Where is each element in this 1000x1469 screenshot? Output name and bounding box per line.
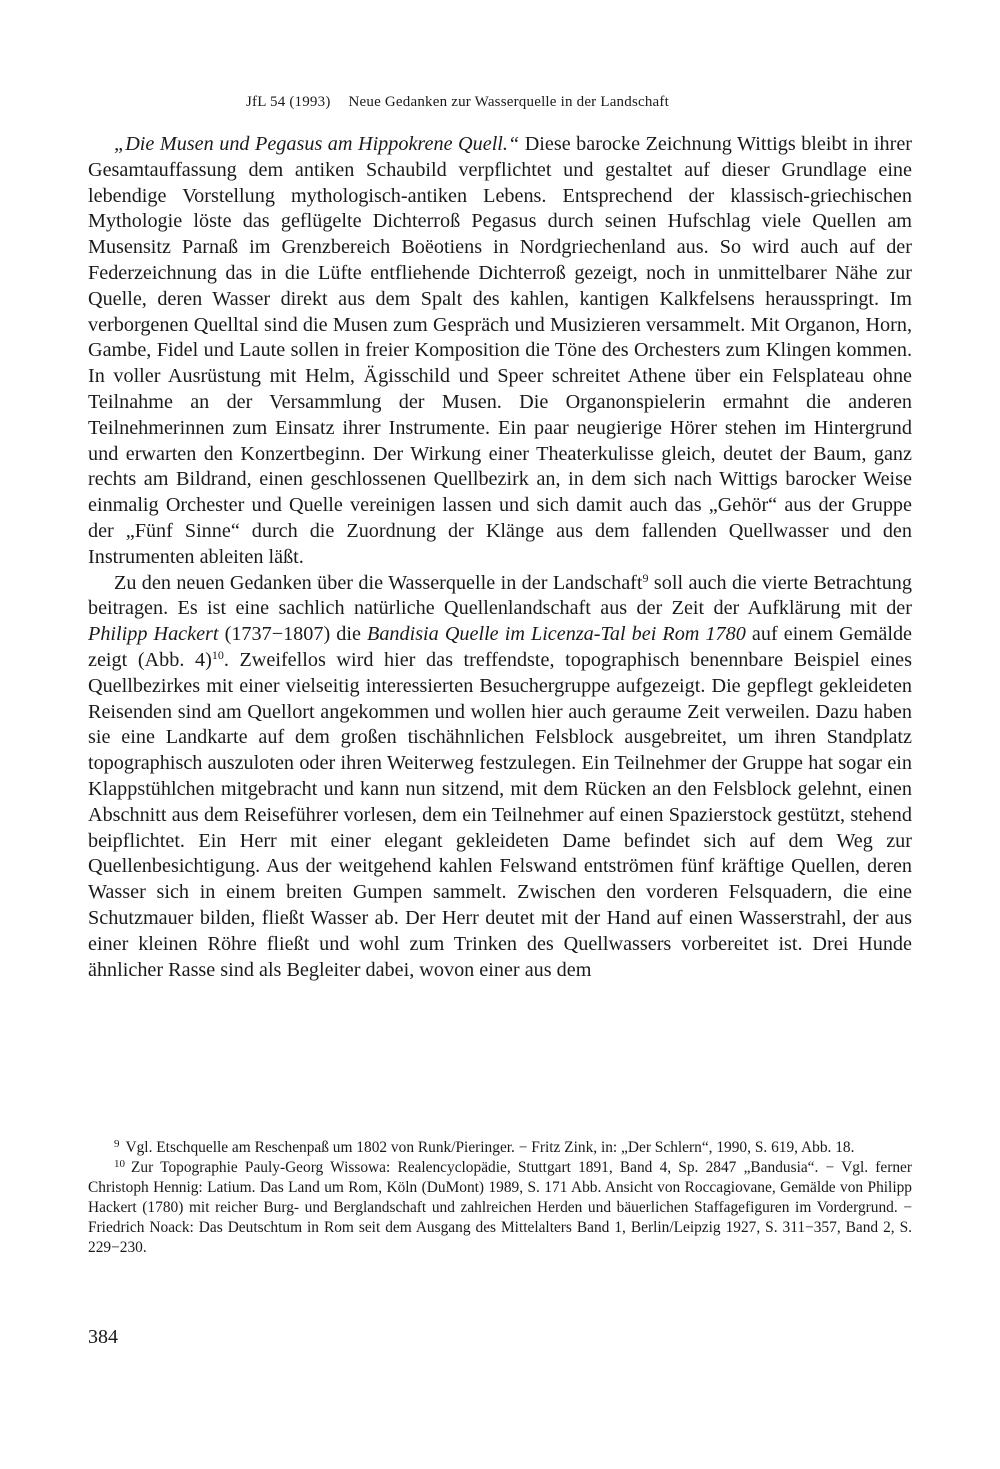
paragraph-2 bbox=[88, 571, 912, 984]
footnote-text: Vgl. Etschquelle am Reschenpaß um 1802 von Runk/Pieringer. − Fritz Zink, in: „Der Schlern“, 1990, S. 619, Abb. 18. bbox=[125, 1139, 855, 1156]
footnote-marker: 9 bbox=[114, 1138, 120, 1150]
body-text bbox=[88, 132, 912, 983]
paragraph-1 bbox=[88, 132, 912, 571]
footnotes bbox=[88, 1138, 912, 1258]
page-number: 384 bbox=[88, 1326, 118, 1348]
paragraph-2-text-b: soll auch die vierte Betrachtung beitragen. Es ist eine sachlich natürliche Quellenlandschaft aus der Zeit der Aufklärung mit der bbox=[88, 571, 912, 620]
running-title: Neue Gedanken zur Wasserquelle in der Landschaft bbox=[348, 94, 669, 110]
footnote-text: Zur Topographie Pauly-Georg Wissowa: Realencyclopädie, Stuttgart 1891, Band 4, Sp. 2847 „Bandusia“. − Vgl. ferner Christoph Hennig: Latium. Das Land um Rom, Köln (DuMont) 1989, S. 171 Abb. Ansicht von Roccagiovane, Gemälde von Philipp Hackert (1780) mit reicher Burg- und Berglandschaft und zahlreichen Herden und bäuerlichen Staffagefiguren im Vordergrund. − Friedrich Noack: Das Deutschtum in Rom seit dem Ausgang des Mittelalters Band 1, Berlin/Leipzig 1927, S. 311−357, Band 2, S. 229−230. bbox=[88, 1159, 912, 1256]
paragraph-2-text-a: Zu den neuen Gedanken über die Wasserquelle in der Landschaft bbox=[114, 571, 643, 594]
paragraph-2-text-c: (1737−1807) die bbox=[218, 623, 367, 646]
paragraph-1-text: Diese barocke Zeichnung Wittigs bleibt in ihrer Gesamtauffassung dem antiken Schaubild verpflichtet und gestaltet auf dieser Grundlage eine lebendige Vorstellung mythologisch-antiken Lebens. Entsprechend der klassisch-griechischen Mythologie löste das geflügelte Dichterroß Pegasus durch seinen Hufschlag viele Quellen am Musensitz Parnaß im Grenzbereich Boëotiens in Nordgriechenland aus. So wird auch auf der Federzeichnung das in die Lüfte entfliehende Dichterroß gezeigt, noch in unmittelbarer Nähe zur Quelle, deren Wasser direkt aus dem Spalt des kahlen, kantigen Kalkfelsens herausspringt. Im verborgenen Quelltal sind die Musen zum Gespräch und Musizieren versammelt. Mit Organon, Horn, Gambe, Fidel und Laute sollen in freier Komposition die Töne des Orchesters zum Klingen kommen. In voller Ausrüstung mit Helm, Ägisschild und Speer schreitet Athene über ein Felsplateau ohne Teilnahme an der Versammlung der Musen. Die Organonspielerin ermahnt die anderen Teilnehmerinnen zum Einsatz ihrer Instrumente. Ein paar neugierige Hörer stehen im Hintergrund und erwarten den Konzertbeginn. Der Wirkung einer Theaterkulisse gleich, deutet der Baum, ganz rechts am Bildrand, einen geschlossenen Quellbezirk an, in dem sich nach Wittigs barocker Weise einmalig Orchester und Quelle vereinigen lassen und sich damit auch das „Gehör“ aus der Gruppe der „Fünf Sinne“ durch die Zuordnung der Klänge aus dem fallenden Quellwasser und den Instrumenten ableiten läßt. bbox=[88, 133, 912, 568]
artwork-title: „Die Musen und Pegasus am Hippokrene Quell.“ bbox=[114, 133, 520, 155]
paragraph-2-text-d: auf einem Gemälde zeigt (Abb. 4) bbox=[88, 623, 912, 671]
footnote-ref-10: 10 bbox=[211, 647, 224, 662]
running-head bbox=[246, 94, 826, 111]
footnote-10 bbox=[88, 1158, 912, 1258]
paragraph-2-text-e: . Zweifellos wird hier das treffendste, topographisch benennbare Beispiel eines Quellbezirkes mit einer vielseitig interessierten Besuchergruppe aufgezeigt. Die gepflegt gekleideten Reisenden sind am Quellort angekommen und wollen hier auch geraume Zeit verweilen. Dazu haben sie eine Landkarte auf dem großen tischähnlichen Felsblock ausgebreitet, um ihren Standplatz topographisch auszuloten oder ihren Weiterweg festzulegen. Ein Teilnehmer der Gruppe hat sogar ein Klappstühlchen mitgebracht und kann nun sitzend, mit dem Rücken an den Felsblock gelehnt, einen Abschnitt aus dem Reiseführer vorlesen, dem ein Teilnehmer auf einen Spazierstock gestützt, stehend beipflichtet. Ein Herr mit einer elegant gekleideten Dame befindet sich auf dem Weg zur Quellenbesichtigung. Aus der weitgehend kahlen Felswand entströmen fünf kräftige Quellen, deren Wasser sich in einem breiten Gumpen sammelt. Zwischen den vorderen Felsquadern, die eine Schutzmauer bilden, fließt Wasser ab. Der Herr deutet mit der Hand auf einen Wasserstrahl, der aus einer kleinen Röhre fließt und wohl zum Trinken des Quellwassers vorbereitet ist. Drei Hunde ähnlicher Rasse sind als Begleiter dabei, wovon einer aus dem bbox=[88, 648, 912, 981]
footnote-marker: 10 bbox=[114, 1158, 125, 1170]
footnote-ref-9: 9 bbox=[642, 570, 649, 585]
footnote-9 bbox=[88, 1138, 912, 1158]
painting-title: Bandisia Quelle im Licenza-Tal bei Rom 1780 bbox=[366, 623, 746, 646]
painter-name: Philipp Hackert bbox=[88, 623, 219, 646]
journal-reference: JfL 54 (1993) bbox=[246, 94, 331, 110]
